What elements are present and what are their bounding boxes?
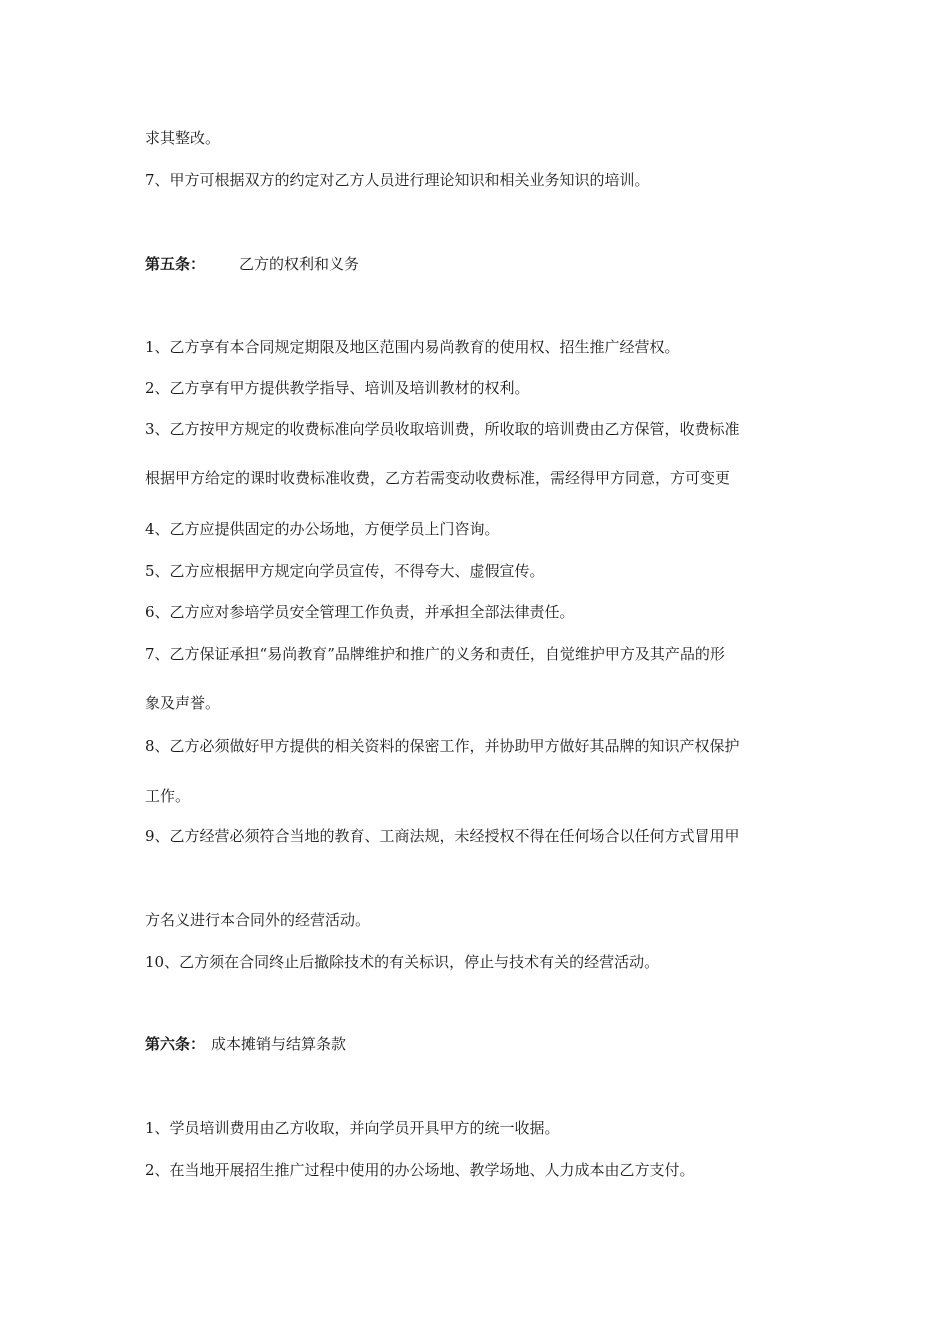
article5-item-4: 4、乙方应提供固定的办公场地，方便学员上门咨询。	[145, 520, 500, 538]
article5-item-8-cont: 工作。	[145, 787, 191, 805]
article5-item-1: 1、乙方享有本合同规定期限及地区范围内易尚教育的使用权、招生推广经营权。	[145, 338, 680, 356]
article5-title: 乙方的权利和义务	[239, 255, 360, 273]
article6-item-2: 2、在当地开展招生推广过程中使用的办公场地、教学场地、人力成本由乙方支付。	[145, 1161, 695, 1179]
article5-item-9: 9、乙方经营必须符合当地的教育、工商法规，未经授权不得在任何场合以任何方式冒用甲	[145, 827, 740, 845]
article5-item-10: 10、乙方须在合同终止后撤除技术的有关标识，停止与技术有关的经营活动。	[145, 953, 660, 971]
article5-item-8: 8、乙方必须做好甲方提供的相关资料的保密工作，并协助甲方做好其品牌的知识产权保护	[145, 737, 740, 755]
article5-item-3: 3、乙方按甲方规定的收费标准向学员收取培训费，所收取的培训费由乙方保管，收费标准	[145, 420, 740, 438]
article5-item-6: 6、乙方应对参培学员安全管理工作负责，并承担全部法律责任。	[145, 603, 575, 621]
article5-item-7: 7、乙方保证承担“易尚教育”品牌维护和推广的义务和责任，自觉维护甲方及其产品的形	[145, 645, 725, 663]
article5-label: 第五条：	[145, 255, 206, 273]
article6-heading	[145, 1034, 810, 1054]
paragraph-continuation: 求其整改。	[145, 129, 221, 147]
article5-item-5: 5、乙方应根据甲方规定向学员宣传，不得夸大、虚假宣传。	[145, 562, 545, 580]
article6-title: 成本摊销与结算条款	[211, 1035, 347, 1053]
article5-item-9-cont: 方名义进行本合同外的经营活动。	[145, 911, 371, 929]
article5-item-3-cont: 根据甲方给定的课时收费标准收费，乙方若需变动收费标准，需经得甲方同意，方可变更	[145, 469, 731, 487]
article6-item-1: 1、学员培训费用由乙方收取，并向学员开具甲方的统一收据。	[145, 1119, 560, 1137]
article5-item-7-cont: 象及声誉。	[145, 694, 221, 712]
article6-label: 第六条：	[145, 1035, 206, 1053]
article5-heading	[145, 254, 810, 274]
article4-item-7: 7、甲方可根据双方的约定对乙方人员进行理论知识和相关业务知识的培训。	[145, 171, 650, 189]
article5-item-2: 2、乙方享有甲方提供教学指导、培训及培训教材的权利。	[145, 379, 530, 397]
